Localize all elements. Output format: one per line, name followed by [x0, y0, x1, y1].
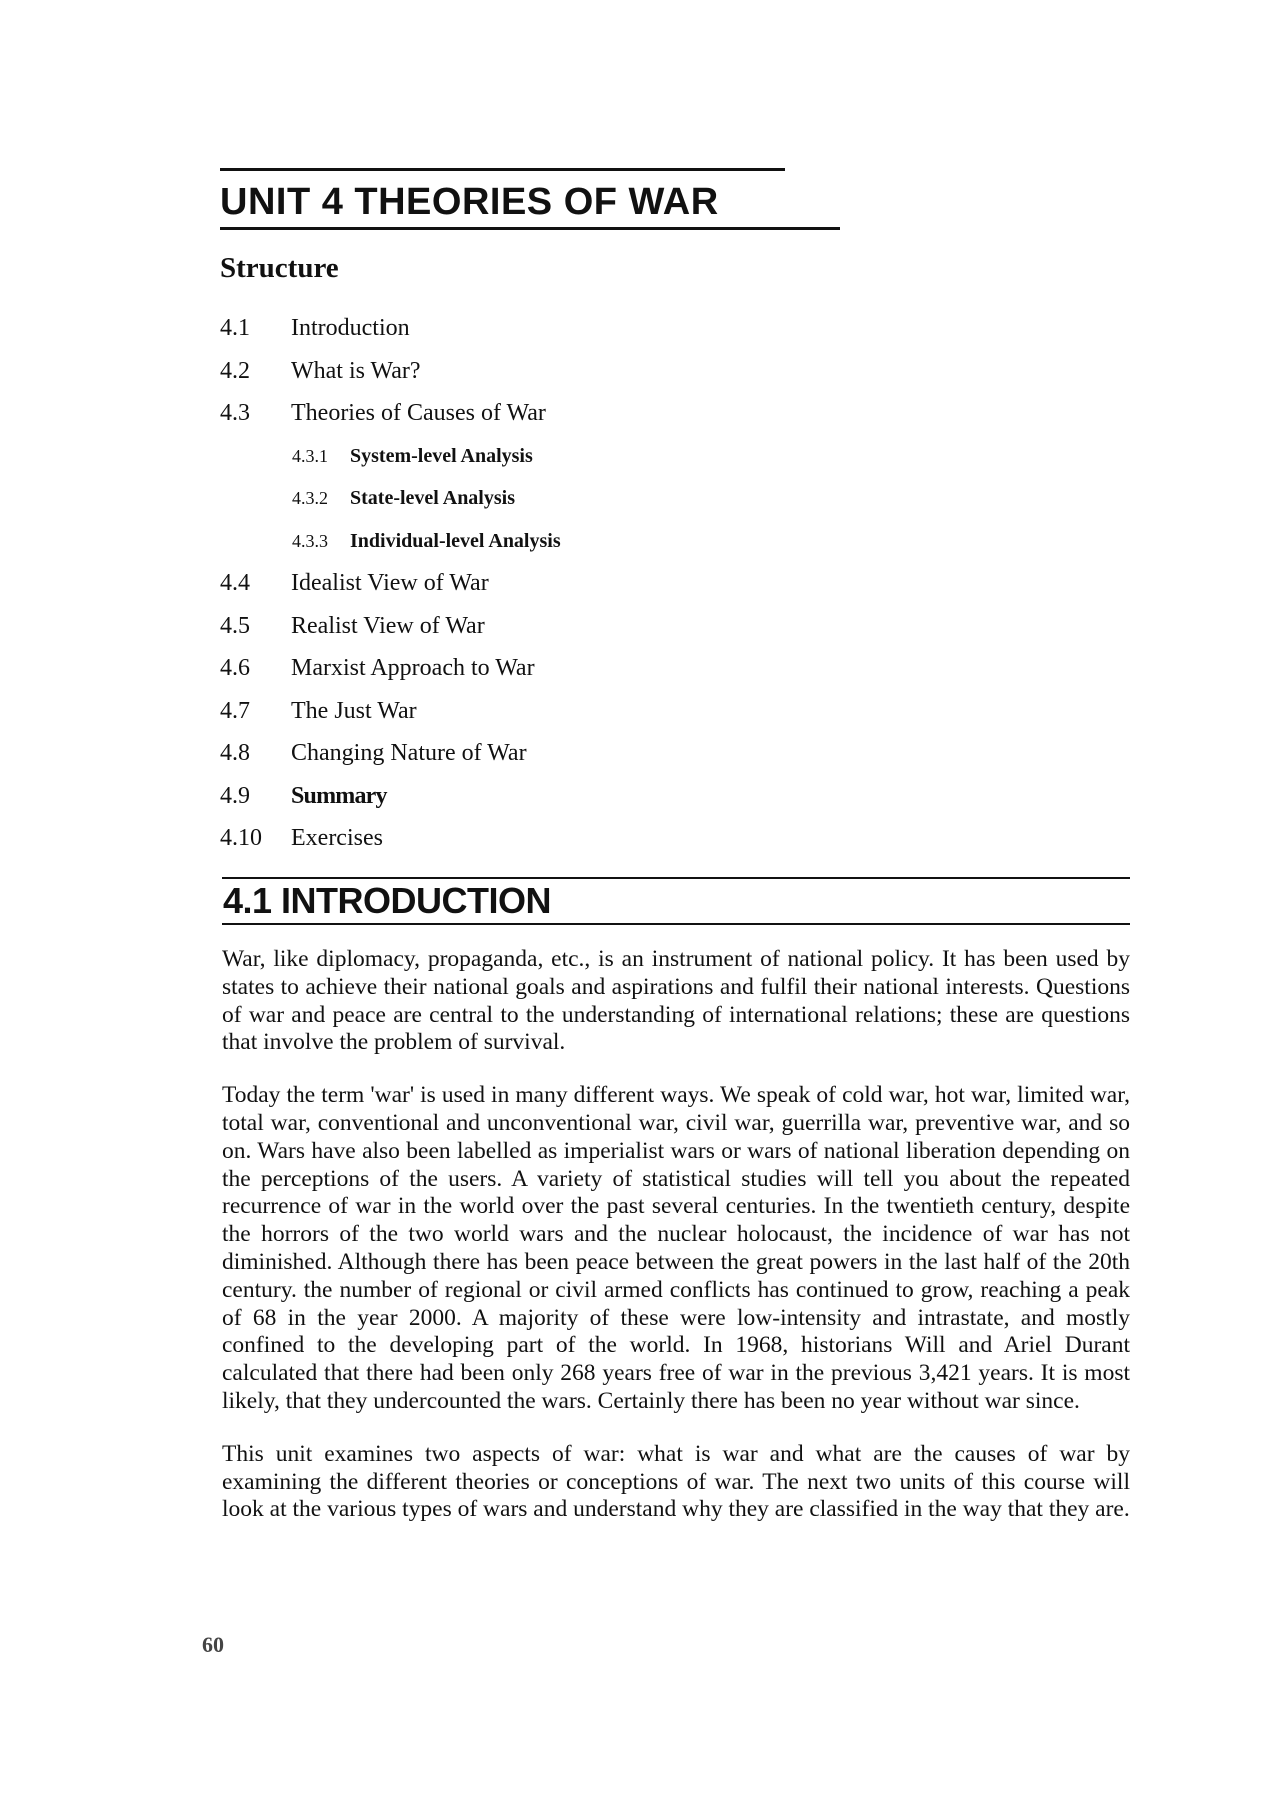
toc-item-label: Summary	[291, 782, 387, 809]
paragraph: Today the term 'war' is used in many different ways. We speak of cold war, hot war, limited war, total war, conventional and unconventional war, civil war, guerrilla war, preventive war, and so on. Wars have also been labelled as imperialist wars or wars of national liberation depending on the perceptions of the users. A variety of statistical studies will tell you about the repeated recurrence of war in the world over the past several centuries. In the twentieth century, despite the horrors of the two world wars and the nuclear holocaust, the incidence of war has not diminished. Although there has been peace between the great powers in the last half of the 20th century. the number of regional or civil armed conflicts has continued to grow, reaching a peak of 68 in the year 2000. A majority of these were low-intensity and intrastate, and mostly confined to the developing part of the world. In 1968, historians Will and Ariel Durant calculated that there had been only 268 years free of war in the previous 3,421 years. It is most likely, that they undercounted the wars. Certainly there has been no year without war since.	[222, 1082, 1130, 1414]
toc-item-label: What is War?	[291, 357, 421, 384]
unit-top-rule	[220, 168, 785, 171]
toc-item	[220, 690, 920, 733]
toc-item-label: Theories of Causes of War	[291, 400, 546, 426]
toc-subitem-number: 4.3.2	[292, 488, 328, 508]
toc-item-label: Marxist Approach to War	[291, 655, 535, 681]
toc-item	[220, 307, 920, 350]
toc-subitem-number: 4.3.1	[292, 445, 328, 466]
section-body	[222, 946, 1130, 1549]
toc-subitem	[220, 435, 920, 478]
toc-item-number: 4.9	[220, 782, 250, 809]
structure-heading: Structure	[220, 252, 339, 284]
table-of-contents	[220, 307, 920, 860]
toc-item	[220, 605, 920, 648]
toc-subitem-label: State-level Analysis	[350, 487, 515, 509]
toc-item-label: Idealist View of War	[291, 570, 489, 596]
toc-item-label: Changing Nature of War	[291, 740, 527, 766]
toc-item	[220, 775, 920, 818]
page-number: 60	[202, 1632, 224, 1657]
toc-item-label: Exercises	[291, 825, 383, 851]
toc-item-number: 4.4	[220, 570, 250, 596]
toc-item-label: Realist View of War	[291, 612, 485, 639]
toc-item	[220, 647, 920, 690]
toc-item-number: 4.6	[220, 655, 250, 681]
unit-header	[220, 168, 840, 230]
toc-item-number: 4.5	[220, 612, 250, 639]
toc-item-label: Introduction	[291, 315, 410, 341]
toc-item-number: 4.10	[220, 825, 262, 851]
toc-subitem-label: Individual-level Analysis	[350, 529, 561, 552]
unit-bottom-rule	[220, 227, 840, 230]
toc-item-number: 4.7	[220, 697, 250, 724]
toc-item	[220, 817, 920, 860]
toc-item-number: 4.2	[220, 357, 250, 384]
toc-subitem-label: System-level Analysis	[350, 444, 533, 467]
toc-item	[220, 350, 920, 393]
section-title: 4.1 INTRODUCTION	[223, 880, 552, 921]
section-bottom-rule	[222, 923, 1130, 925]
paragraph: This unit examines two aspects of war: what is war and what are the causes of war by examining the different theories or conceptions of war. The next two units of this course will look at the various types of wars and understand why they are classified in the way that they are.	[222, 1440, 1130, 1523]
toc-item-number: 4.1	[220, 315, 250, 341]
toc-item	[220, 392, 920, 435]
toc-subitem	[220, 477, 920, 520]
toc-item	[220, 732, 920, 775]
toc-item-number: 4.3	[220, 400, 250, 426]
unit-title: UNIT 4 THEORIES OF WAR	[220, 181, 719, 223]
toc-item-label: The Just War	[291, 697, 417, 724]
section-header	[222, 877, 1130, 925]
toc-subitem	[220, 520, 920, 563]
toc-item-number: 4.8	[220, 740, 250, 766]
toc-item	[220, 562, 920, 605]
paragraph: War, like diplomacy, propaganda, etc., is an instrument of national policy. It has been used by states to achieve their national goals and aspirations and fulfil their national interests. Questions of war and peace are central to the understanding of international relations; these are questions that involve the problem of survival.	[222, 946, 1130, 1056]
toc-subitem-number: 4.3.3	[292, 530, 328, 551]
